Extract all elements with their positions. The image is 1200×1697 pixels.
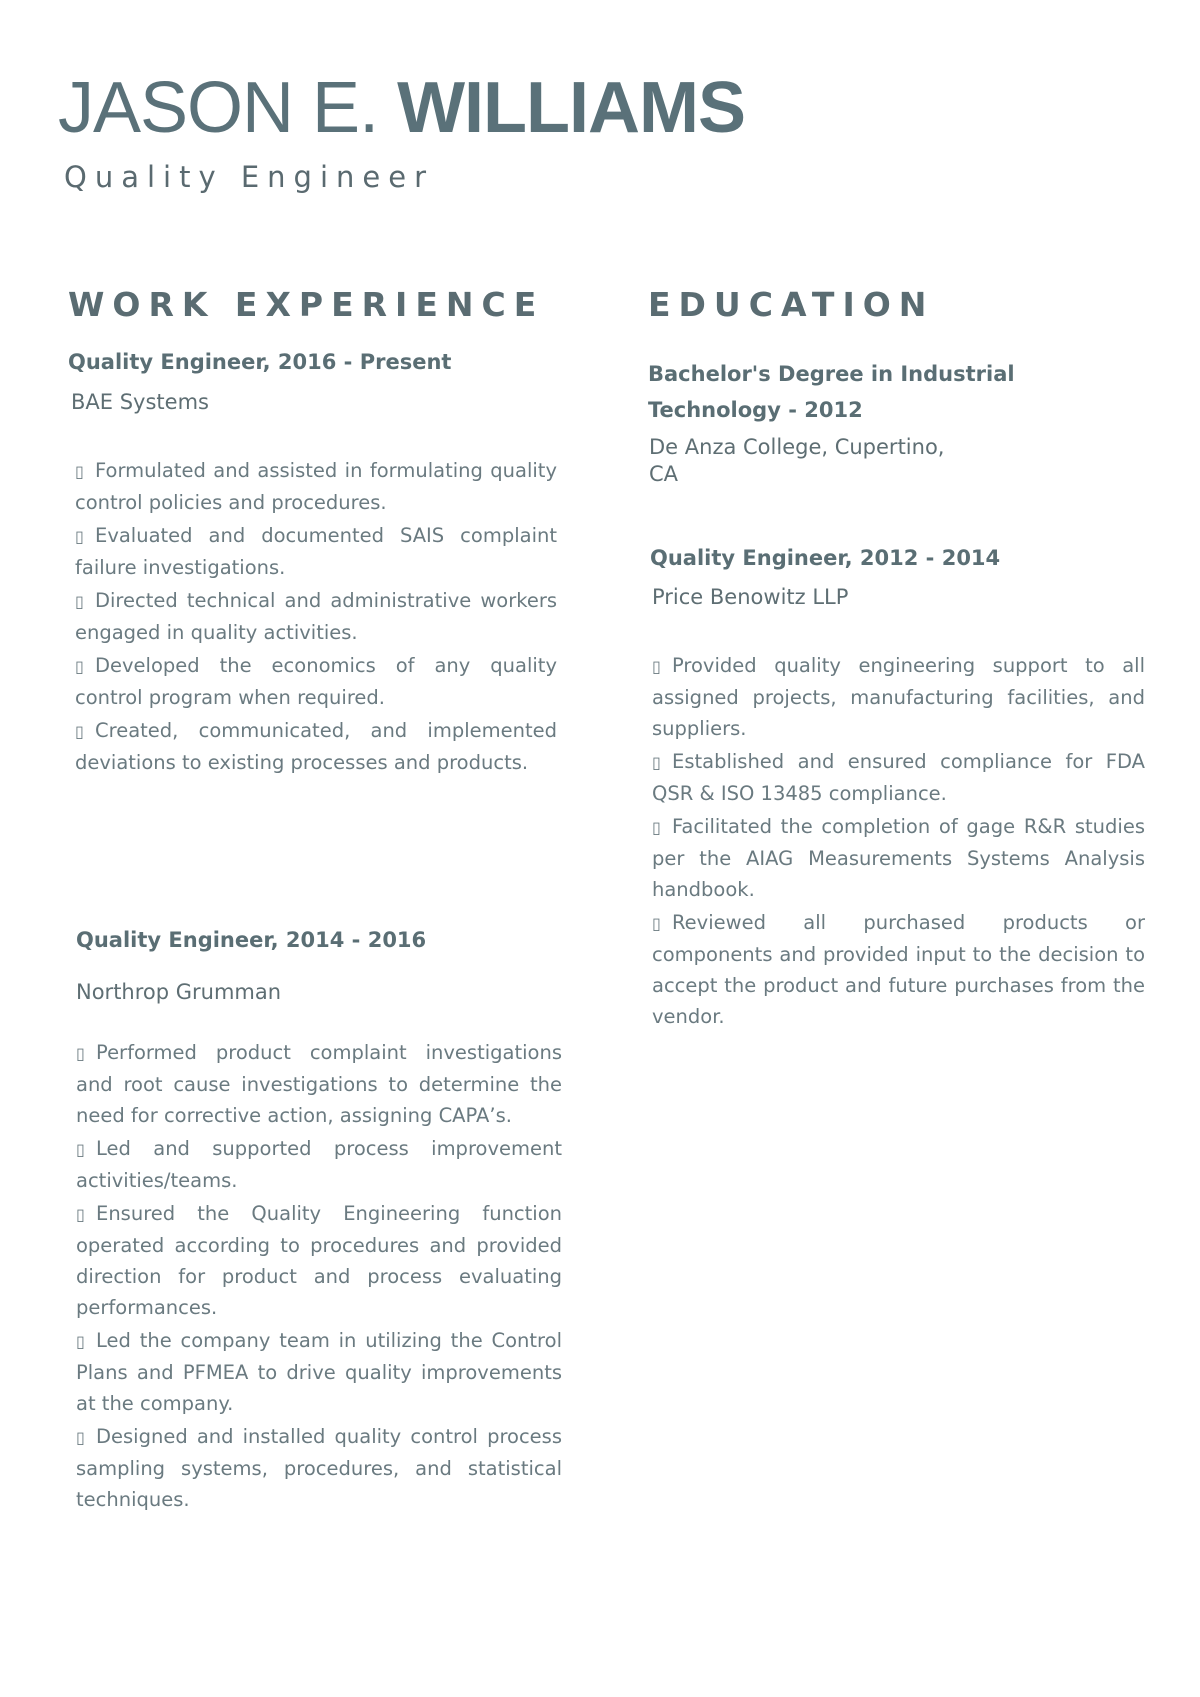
job-1-bullets <box>75 455 557 780</box>
candidate-name <box>58 64 745 152</box>
bullet-icon: ▯ <box>75 462 84 481</box>
education-heading: EDUCATION <box>648 285 935 324</box>
list-item: ▯ Directed technical and administrative workers engaged in quality activities. <box>75 585 557 648</box>
first-name: JASON E. <box>58 68 379 148</box>
bullet-icon: ▯ <box>75 722 84 741</box>
list-item: ▯ Provided quality engineering support to all assigned projects, manufacturing facilities, and suppliers. <box>652 650 1145 744</box>
list-item: ▯ Led the company team in utilizing the Control Plans and PFMEA to drive quality improvements at the company. <box>76 1325 562 1419</box>
list-item: ▯ Designed and installed quality control process sampling systems, procedures, and statistical techniques. <box>76 1421 562 1515</box>
work-experience-heading: WORK EXPERIENCE <box>68 285 545 324</box>
list-item: ▯ Performed product complaint investigations and root cause investigations to determine the need for corrective action, assigning CAPA’s. <box>76 1037 562 1131</box>
job-1-company: BAE Systems <box>71 390 209 414</box>
degree: Bachelor's Degree in Industrial Technology - 2012 <box>648 362 1015 422</box>
bullet-icon: ▯ <box>76 1205 85 1224</box>
job-title: Quality Engineer <box>64 160 434 194</box>
bullet-icon: ▯ <box>76 1140 85 1159</box>
bullet-icon: ▯ <box>76 1332 85 1351</box>
list-item: ▯ Evaluated and documented SAIS complaint failure investigations. <box>75 520 557 583</box>
bullet-icon: ▯ <box>652 753 661 772</box>
list-item: ▯ Formulated and assisted in formulating quality control policies and procedures. <box>75 455 557 518</box>
list-item: ▯ Led and supported process improvement activities/teams. <box>76 1133 562 1196</box>
list-item: ▯ Facilitated the completion of gage R&R studies per the AIAG Measurements Systems Analysis handbook. <box>652 811 1145 905</box>
job-2-company: Northrop Grumman <box>76 980 282 1004</box>
list-item: ▯ Developed the economics of any quality control program when required. <box>75 650 557 713</box>
bullet-icon: ▯ <box>652 657 661 676</box>
job-2-role: Quality Engineer, 2014 - 2016 <box>76 928 427 952</box>
job-3-role: Quality Engineer, 2012 - 2014 <box>650 546 1001 570</box>
list-item: ▯ Reviewed all purchased products or components and provided input to the decision to accept the product and future purchases from the vendor. <box>652 907 1145 1032</box>
job-3-company: Price Benowitz LLP <box>652 585 849 609</box>
list-item: ▯ Created, communicated, and implemented deviations to existing processes and products. <box>75 715 557 778</box>
school: De Anza College, Cupertino, CA <box>649 435 945 486</box>
bullet-icon: ▯ <box>75 657 84 676</box>
list-item: ▯ Established and ensured compliance for FDA QSR & ISO 13485 compliance. <box>652 746 1145 809</box>
list-item: ▯ Ensured the Quality Engineering function operated according to procedures and provided direction for product and process evaluating performances. <box>76 1198 562 1323</box>
bullet-icon: ▯ <box>75 592 84 611</box>
last-name: WILLIAMS <box>397 68 746 148</box>
bullet-icon: ▯ <box>76 1044 85 1063</box>
job-1-role: Quality Engineer, 2016 - Present <box>68 350 452 374</box>
job-3-bullets <box>652 650 1145 1034</box>
bullet-icon: ▯ <box>652 818 661 837</box>
bullet-icon: ▯ <box>76 1428 85 1447</box>
bullet-icon: ▯ <box>75 527 84 546</box>
job-2-bullets <box>76 1037 562 1517</box>
bullet-icon: ▯ <box>652 914 661 933</box>
